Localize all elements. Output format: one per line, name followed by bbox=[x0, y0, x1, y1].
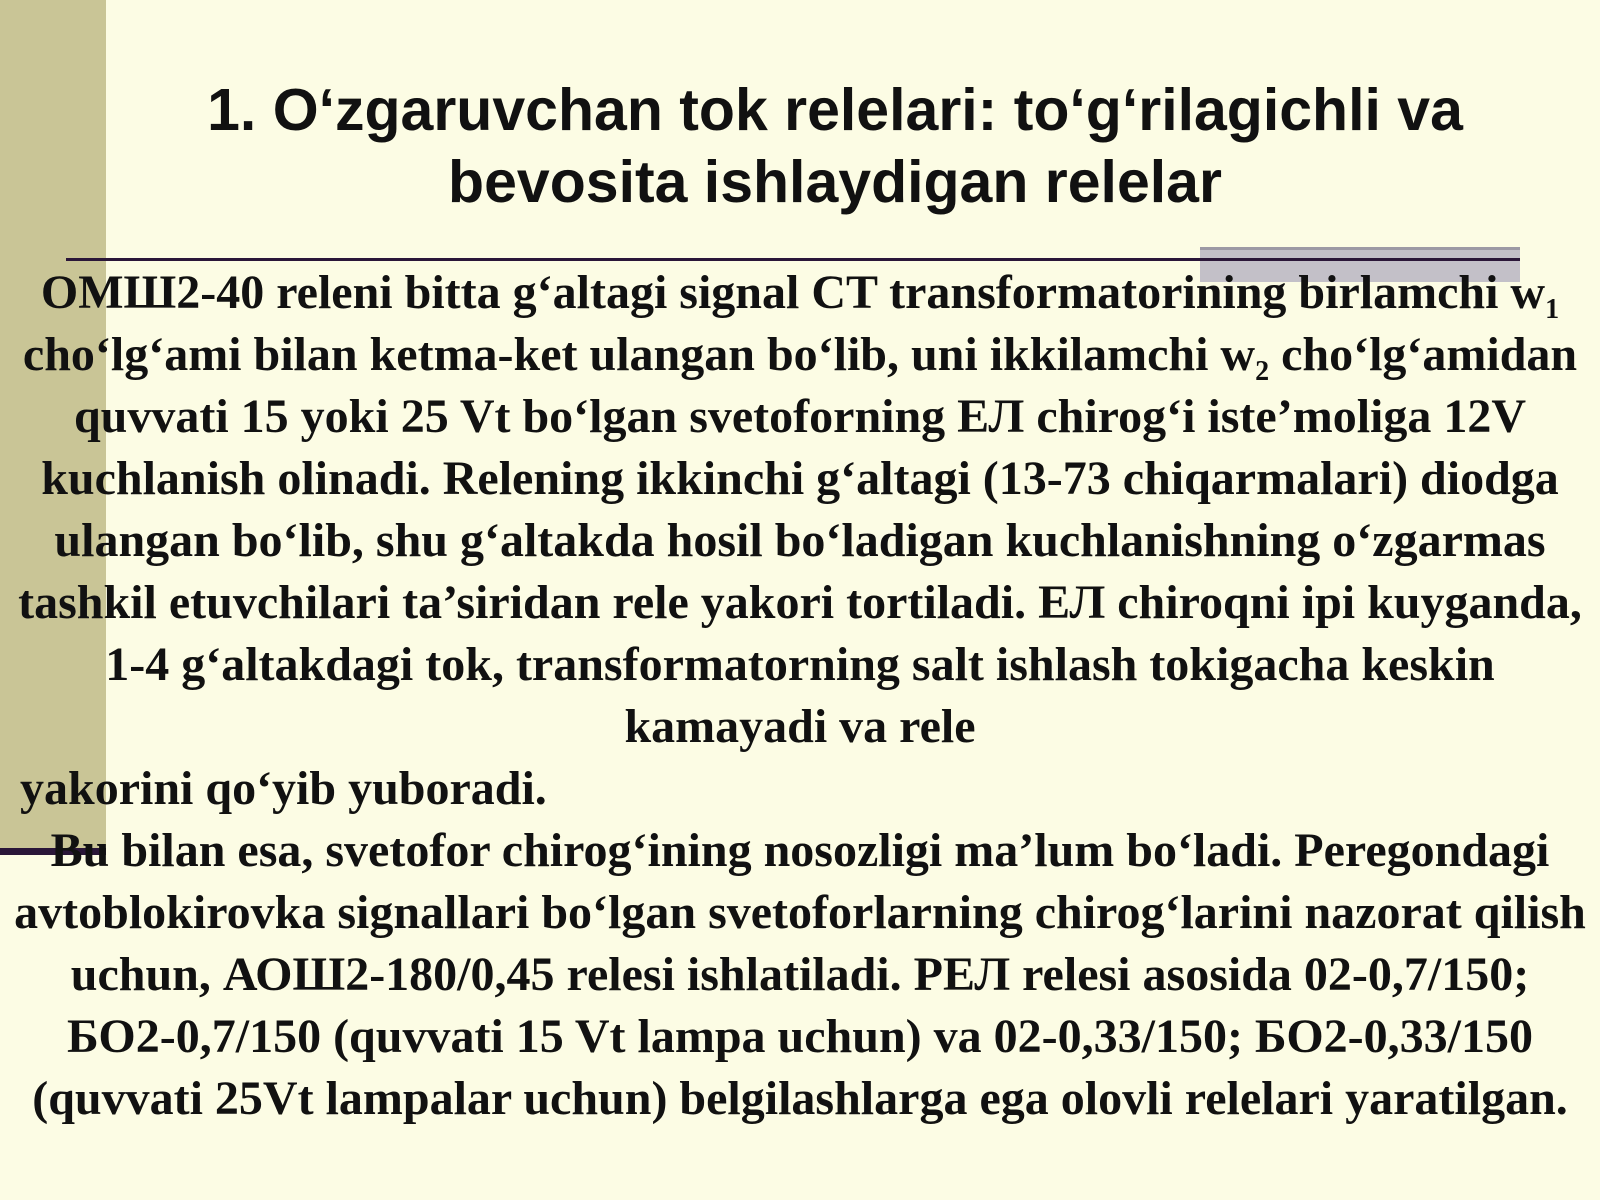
slide-title-line-2: bevosita ishlaydigan relelar bbox=[448, 149, 1222, 215]
subscript-1: 1 bbox=[1545, 294, 1560, 325]
subscript-2: 2 bbox=[1255, 356, 1270, 387]
body-paragraph-1 bbox=[12, 262, 1588, 758]
slide-title bbox=[120, 74, 1550, 218]
paragraph-1-text-b: cho‘lg‘ami bilan ketma-ket ulangan bo‘lib, uni ikkilamchi w bbox=[22, 328, 1256, 381]
paragraph-1-text-a: ОМШ2-40 releni bitta g‘altagi signal CT transformatorining birlamchi w bbox=[40, 266, 1546, 319]
slide-body bbox=[12, 262, 1588, 1130]
title-divider-line bbox=[66, 258, 1520, 261]
paragraph-1-ending: yakorini qo‘yib yuboradi. bbox=[20, 762, 547, 815]
paragraph-1-text-c: cho‘lg‘amidan quvvati 15 yoki 25 Vt bo‘lgan svetoforning ЕЛ chirog‘i iste’moliga 12V kuchlanish olinadi. Relening ikkinchi g‘altagi (13-73 chiqarmalari) diodga ulangan bo‘lib, shu g‘altakda hosil bo‘ladigan kuchlanishning o‘zgarmas tashkil etuvchilari ta’siridan rele yakori tortiladi. ЕЛ chiroqni ipi kuyganda, 1-4 g‘altakdagi tok, transformatorning salt ishlash tokigacha keskin kamayadi va rele bbox=[18, 328, 1582, 753]
body-paragraph-2: Bu bilan esa, svetofor chirog‘ining nosozligi ma’lum bo‘ladi. Peregondagi avtoblokirovka signallari bo‘lgan svetoforlarning chirog‘larini nazorat qilish uchun, АОШ2-180/0,45 relesi ishlatiladi. РЕЛ relesi asosida 02-0,7/150; БО2-0,7/150 (quvvati 15 Vt lampa uchun) va 02-0,33/150; БО2-0,33/150 (quvvati 25Vt lampalar uchun) belgilashlarga ega olovli relelari yaratilgan. bbox=[14, 824, 1586, 1125]
slide-title-line-1: 1. O‘zgaruvchan tok relelari: to‘g‘rilagichli va bbox=[207, 77, 1463, 143]
